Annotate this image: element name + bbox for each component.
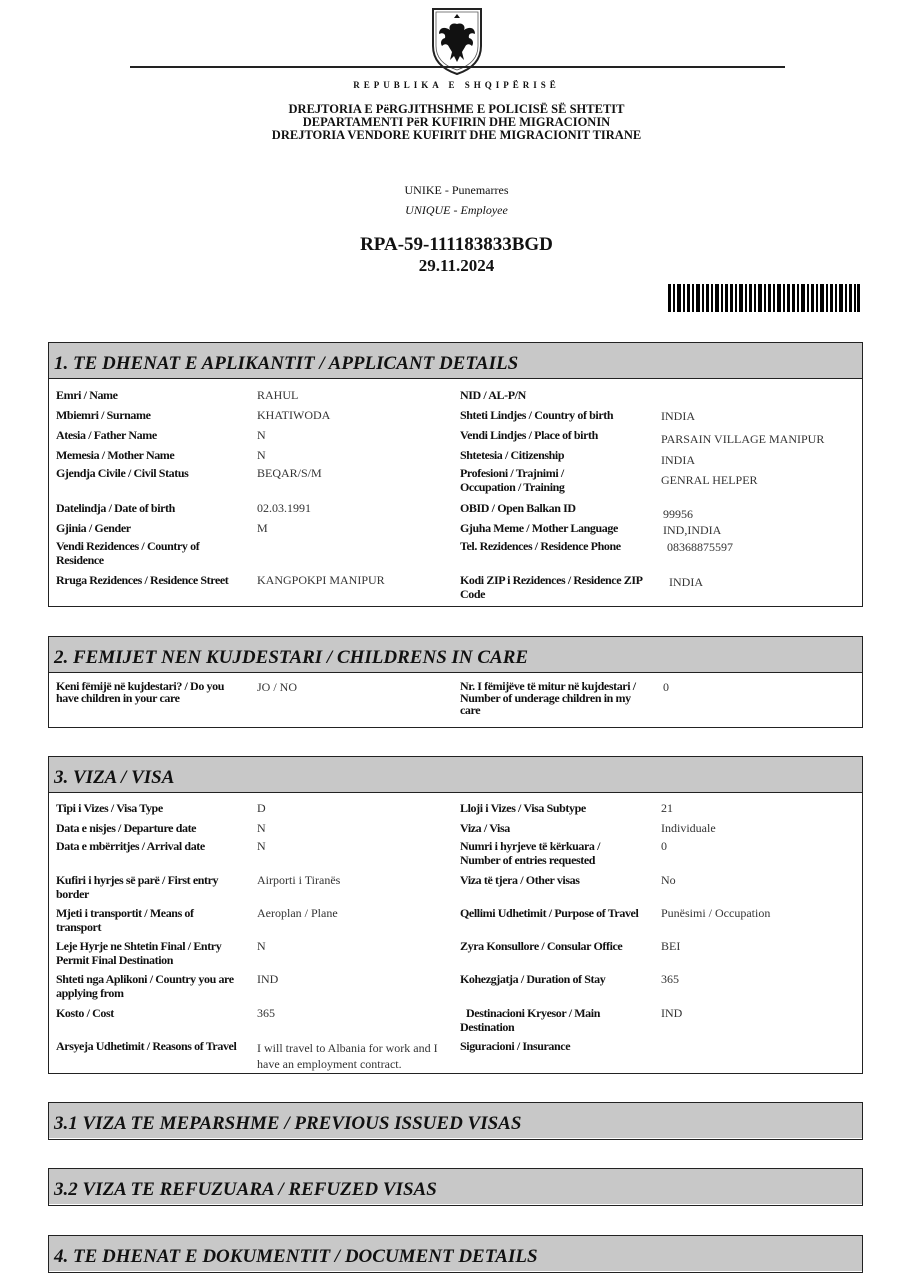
republic-title: REPUBLIKA E SHQIPËRISË <box>353 80 560 90</box>
directorate-line-3: DREJTORIA VENDORE KUFIRIT DHE MIGRACIONIT TIRANE <box>271 128 642 142</box>
gender-label: Gjinia / Gender <box>56 521 131 535</box>
mother-name-value: N <box>257 448 266 462</box>
date-of-birth-value: 02.03.1991 <box>257 501 311 515</box>
occupation-label: Profesioni / Trajnimi / Occupation / Training <box>460 466 565 494</box>
mother-language-label: Gjuha Meme / Mother Language <box>460 521 618 535</box>
unique-label-en: UNIQUE - Employee <box>405 203 508 217</box>
main-destination-value: IND <box>661 1006 683 1020</box>
gender-value: M <box>257 521 268 535</box>
entries-requested-label: Numri i hyrjeve të kërkuara / Number of entries requested <box>460 839 601 867</box>
unique-label-al: UNIKE - Punemarres <box>404 183 509 197</box>
underage-children-count-value: 0 <box>663 680 669 694</box>
departure-date-label: Data e nisjes / Departure date <box>56 821 197 835</box>
section-title: 2. FEMIJET NEN KUJDESTARI / CHILDRENS IN CARE <box>49 637 862 673</box>
cost-label: Kosto / Cost <box>56 1006 114 1020</box>
name-label: Emri / Name <box>56 388 118 402</box>
first-entry-border-label: Kufiri i hyrjes së parë / First entry border <box>56 873 219 901</box>
directorate-line-2: DEPARTAMENTI PëR KUFIRIN DHE MIGRACIONIN <box>302 115 611 129</box>
civil-status-value: BEQAR/S/M <box>257 466 322 480</box>
other-visas-value: No <box>661 873 676 887</box>
section-title: 3.1 VIZA TE MEPARSHME / PREVIOUS ISSUED VISAS <box>49 1103 862 1138</box>
birth-place-label: Vendi Lindjes / Place of birth <box>460 428 598 442</box>
consular-office-value: BEI <box>661 939 681 953</box>
civil-status-label: Gjendja Civile / Civil Status <box>56 466 189 480</box>
citizenship-value: INDIA <box>661 453 695 467</box>
applying-country-label: Shteti nga Aplikoni / Country you are applying from <box>56 972 234 1000</box>
entries-requested-value: 0 <box>661 839 667 853</box>
visa-type-value: D <box>257 801 266 815</box>
residence-phone-value: 08368875597 <box>667 540 733 554</box>
applicant-details-section <box>48 342 863 607</box>
section-title: 3.2 VIZA TE REFUZUARA / REFUZED VISAS <box>49 1169 862 1204</box>
departure-date-value: N <box>257 821 266 835</box>
open-balkan-id-label: OBID / Open Balkan ID <box>460 501 576 515</box>
document-details-section <box>48 1235 863 1273</box>
duration-of-stay-label: Kohezgjatja / Duration of Stay <box>460 972 606 986</box>
visa-section <box>48 756 863 1074</box>
arrival-date-label: Data e mbërritjes / Arrival date <box>56 839 205 853</box>
residence-street-value: KANGPOKPI MANIPUR <box>257 573 385 587</box>
reference-number: RPA-59-111183833BGD <box>360 234 553 255</box>
consular-office-label: Zyra Konsullore / Consular Office <box>460 939 623 953</box>
barcode <box>668 284 860 312</box>
residence-street-label: Rruga Rezidences / Residence Street <box>56 573 229 587</box>
section-title: 4. TE DHENAT E DOKUMENTIT / DOCUMENT DETAILS <box>49 1236 862 1271</box>
underage-children-count-label: Nr. I fëmijëve të mitur në kujdestari / Number of underage children in my care <box>460 679 636 717</box>
visa-type-label: Tipi i Vizes / Visa Type <box>56 801 163 815</box>
birth-place-value: PARSAIN VILLAGE MANIPUR <box>661 432 825 446</box>
travel-purpose-value: Punësimi / Occupation <box>661 906 771 920</box>
surname-value: KHATIWODA <box>257 408 331 422</box>
entry-permit-final-label: Leje Hyrje ne Shtetin Final / Entry Permit Final Destination <box>56 939 222 967</box>
visa-subtype-value: 21 <box>661 801 673 815</box>
name-value: RAHUL <box>257 388 299 402</box>
applying-country-value: IND <box>257 972 279 986</box>
insurance-label: Siguracioni / Insurance <box>460 1039 571 1053</box>
residence-phone-label: Tel. Rezidences / Residence Phone <box>460 539 621 553</box>
visa-value: Individuale <box>661 821 716 835</box>
occupation-value: GENRAL HELPER <box>661 473 758 487</box>
visa-subtype-label: Lloji i Vizes / Visa Subtype <box>460 801 586 815</box>
cost-value: 365 <box>257 1006 275 1020</box>
date-of-birth-label: Datelindja / Date of birth <box>56 501 175 515</box>
residence-zip-label: Kodi ZIP i Rezidences / Residence ZIP Code <box>460 573 642 601</box>
mother-language-value: IND,INDIA <box>663 523 722 537</box>
children-in-care-label: Keni fëmijë në kujdestari? / Do you have children in your care <box>56 679 224 705</box>
birth-country-label: Shteti Lindjes / Country of birth <box>460 408 614 422</box>
section-title: 3. VIZA / VISA <box>49 757 862 793</box>
residence-zip-value: INDIA <box>669 575 703 589</box>
father-name-label: Atesia / Father Name <box>56 428 157 442</box>
birth-country-value: INDIA <box>661 409 695 423</box>
duration-of-stay-value: 365 <box>661 972 679 986</box>
entry-permit-final-value: N <box>257 939 266 953</box>
travel-reasons-value: I will travel to Albania for work and I have an employment contract. <box>257 1041 438 1071</box>
travel-purpose-label: Qellimi Udhetimit / Purpose of Travel <box>460 906 639 920</box>
issue-date: 29.11.2024 <box>418 256 495 275</box>
section-title: 1. TE DHENAT E APLIKANTIT / APPLICANT DETAILS <box>49 343 862 379</box>
nid-label: NID / AL-P/N <box>460 388 526 402</box>
other-visas-label: Viza të tjera / Other visas <box>460 873 580 887</box>
refused-visas-section <box>48 1168 863 1206</box>
first-entry-border-value: Airporti i Tiranës <box>257 873 341 887</box>
previous-visas-section <box>48 1102 863 1140</box>
father-name-value: N <box>257 428 266 442</box>
citizenship-label: Shtetesia / Citizenship <box>460 448 565 462</box>
means-of-transport-value: Aeroplan / Plane <box>257 906 338 920</box>
main-destination-label: Destinacioni Kryesor / Main Destination <box>460 1006 600 1034</box>
open-balkan-id-value: 99956 <box>663 507 693 521</box>
visa-label: Viza / Visa <box>460 821 510 835</box>
residence-country-label: Vendi Rezidences / Country of Residence <box>56 539 200 567</box>
arrival-date-value: N <box>257 839 266 853</box>
directorate-line-1: DREJTORIA E PëRGJITHSHME E POLICISË SË SHTETIT <box>288 102 625 116</box>
surname-label: Mbiemri / Surname <box>56 408 151 422</box>
means-of-transport-label: Mjeti i transportit / Means of transport <box>56 906 194 934</box>
children-in-care-section <box>48 636 863 728</box>
travel-reasons-label: Arsyeja Udhetimit / Reasons of Travel <box>56 1039 237 1053</box>
mother-name-label: Memesia / Mother Name <box>56 448 175 462</box>
header-rule <box>130 66 785 68</box>
children-in-care-value: JO / NO <box>257 680 298 694</box>
